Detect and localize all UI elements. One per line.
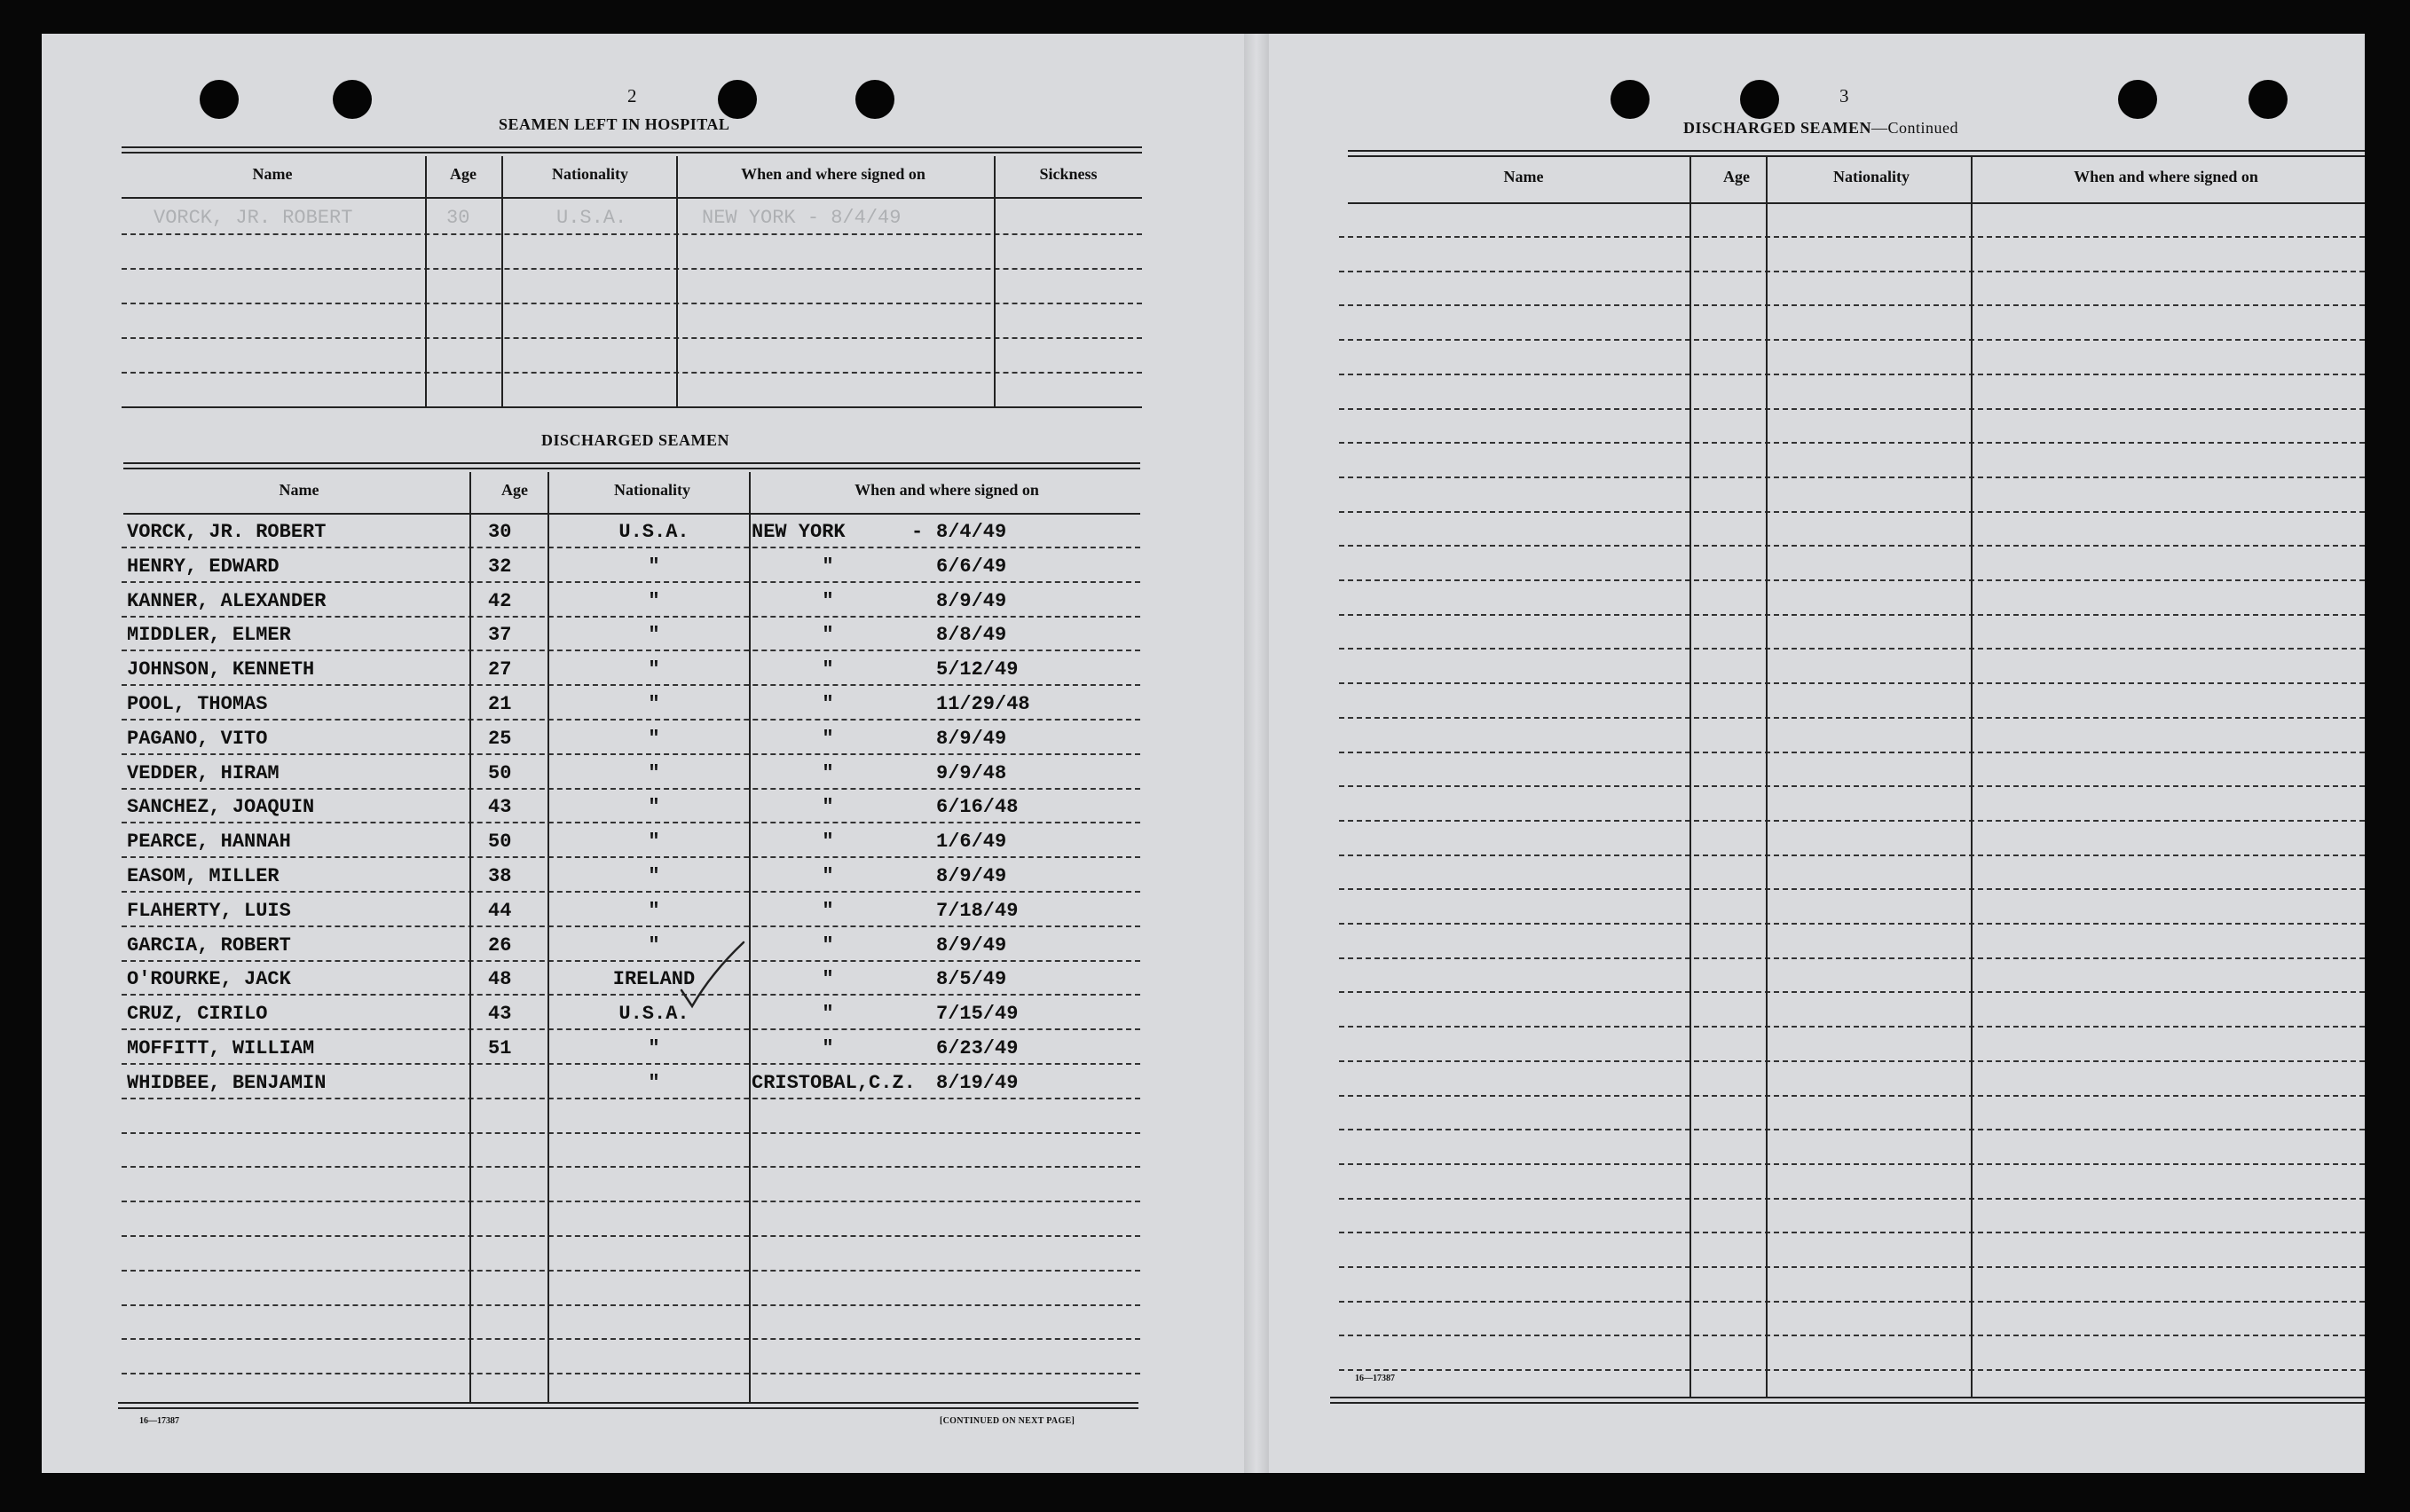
discharged-row-rule <box>122 1063 1140 1065</box>
continued-col-age: Age <box>1723 168 1750 185</box>
continued-suffix: —Continued <box>1871 119 1959 137</box>
discharged-row-name: PEARCE, HANNAH <box>127 831 291 854</box>
discharged-row-place: " <box>822 968 834 991</box>
discharged-row-nationality: " <box>648 899 660 922</box>
discharged-row-name: PAGANO, VITO <box>127 727 268 750</box>
discharged-row-name: POOL, THOMAS <box>127 693 268 715</box>
discharged-col-divider <box>749 472 751 1402</box>
hospital-header-rule <box>122 197 1142 199</box>
discharged-row-rule <box>122 1270 1140 1272</box>
discharged-row-date: 9/9/48 <box>936 761 1007 784</box>
discharged-row-rule <box>122 788 1140 790</box>
discharged-row-nationality: U.S.A. <box>618 521 689 543</box>
discharged-row-age: 37 <box>488 624 512 647</box>
hospital-col-divider <box>501 156 503 406</box>
discharged-row-place: " <box>822 624 834 647</box>
discharged-row-age: 51 <box>488 1037 512 1059</box>
discharged-row-nationality: " <box>648 693 660 715</box>
continued-row-rule <box>1339 785 2365 787</box>
continued-table-bottom-rule <box>1330 1397 2365 1404</box>
discharged-row-rule <box>122 1028 1140 1030</box>
discharged-row-place: " <box>822 693 834 715</box>
continued-row-rule <box>1339 1266 2365 1268</box>
binder-hole <box>200 80 239 119</box>
discharged-row-date: 8/9/49 <box>936 865 1007 887</box>
hospital-col-name: Name <box>252 165 293 183</box>
discharged-row-name: FLAHERTY, LUIS <box>127 899 291 922</box>
form-number: 16—17387 <box>1355 1374 1395 1383</box>
page-3 <box>1231 34 2365 1473</box>
continued-col-nationality: Nationality <box>1832 168 1910 185</box>
discharged-row-rule <box>122 1132 1140 1134</box>
hospital-col-sickness: Sickness <box>1039 165 1098 183</box>
discharged-table-top-rule <box>123 462 1140 469</box>
continued-row-rule <box>1339 614 2365 616</box>
discharged-row-rule <box>122 994 1140 996</box>
continued-col-signed-on: When and where signed on <box>2074 168 2258 185</box>
discharged-row-name: JOHNSON, KENNETH <box>127 658 315 681</box>
hospital-faint-name: VORCK, JR. ROBERT <box>154 207 353 229</box>
discharged-row-place: " <box>822 796 834 819</box>
binder-hole <box>333 80 372 119</box>
discharged-row-rule <box>122 719 1140 721</box>
continued-row-rule <box>1339 374 2365 375</box>
discharged-row-date: 8/9/49 <box>936 933 1007 957</box>
discharged-row-rule <box>122 925 1140 927</box>
discharged-row-rule <box>122 1166 1140 1168</box>
discharged-row-place: NEW YORK <box>752 521 846 543</box>
discharged-row-date: 8/8/49 <box>936 624 1007 647</box>
discharged-col-nationality: Nationality <box>613 481 691 499</box>
discharged-row-nationality: " <box>648 831 660 854</box>
continued-row-rule <box>1339 236 2365 238</box>
discharged-row-age: 38 <box>488 865 512 887</box>
hospital-row-rule <box>122 303 1142 304</box>
hospital-col-divider <box>994 156 996 406</box>
discharged-row-place: " <box>822 658 834 681</box>
discharged-row-nationality: " <box>648 624 660 647</box>
discharged-row-rule <box>122 822 1140 823</box>
discharged-row-date: 6/23/49 <box>936 1037 1019 1059</box>
discharged-header-rule <box>123 513 1140 515</box>
discharged-row-name: EASOM, MILLER <box>127 865 280 887</box>
discharged-row-nationality: " <box>648 761 660 784</box>
discharged-row-rule <box>122 960 1140 962</box>
scanned-document <box>42 34 2365 1473</box>
discharged-row-date: 5/12/49 <box>936 658 1019 681</box>
discharged-row-name: GARCIA, ROBERT <box>127 933 291 957</box>
discharged-col-divider <box>469 472 471 1402</box>
hospital-faint-nationality: U.S.A. <box>556 207 627 229</box>
continued-row-rule <box>1339 682 2365 684</box>
continued-row-rule <box>1339 304 2365 306</box>
continued-col-name: Name <box>1503 168 1544 185</box>
continued-row-rule <box>1339 854 2365 856</box>
discharged-row-age: 43 <box>488 1003 512 1026</box>
continued-row-rule <box>1339 476 2365 478</box>
continued-row-rule <box>1339 1369 2365 1371</box>
continued-row-rule <box>1339 923 2365 925</box>
discharged-continued-title <box>1683 119 1958 138</box>
discharged-row-rule <box>122 1201 1140 1202</box>
hospital-row-rule <box>122 268 1142 270</box>
continued-row-rule <box>1339 545 2365 547</box>
continued-table-top-rule <box>1348 150 2365 157</box>
discharged-row-age: 48 <box>488 968 512 991</box>
binder-hole <box>1611 80 1650 119</box>
discharged-row-age: 26 <box>488 933 512 957</box>
discharged-col-divider <box>547 472 549 1402</box>
discharged-row-date: 11/29/48 <box>936 693 1030 715</box>
discharged-row-age: 44 <box>488 899 512 922</box>
continued-row-rule <box>1339 717 2365 719</box>
continued-row-rule <box>1339 957 2365 959</box>
discharged-row-date: 8/4/49 <box>936 521 1007 543</box>
discharged-row-nationality: IRELAND <box>612 968 696 991</box>
hospital-table-top-rule <box>122 146 1142 154</box>
hospital-row-rule <box>122 372 1142 374</box>
discharged-row-rule <box>122 547 1140 548</box>
discharged-row-date: 1/6/49 <box>936 831 1007 854</box>
discharged-row-name: MOFFITT, WILLIAM <box>127 1037 315 1059</box>
continued-row-rule <box>1339 1198 2365 1200</box>
discharged-table-bottom-rule <box>118 1402 1138 1409</box>
discharged-row-date: 8/19/49 <box>936 1071 1019 1094</box>
discharged-row-rule <box>122 1098 1140 1099</box>
discharged-row-nationality: " <box>648 658 660 681</box>
discharged-row-nationality: " <box>648 1071 660 1094</box>
binder-hole <box>855 80 894 119</box>
hospital-faint-signed-on: NEW YORK - 8/4/49 <box>702 207 902 229</box>
discharged-row-nationality: " <box>648 796 660 819</box>
discharged-row-age: 27 <box>488 658 512 681</box>
binder-hole <box>2118 80 2157 119</box>
discharged-row-age: 21 <box>488 693 512 715</box>
discharged-row-rule <box>122 891 1140 893</box>
discharged-row-date: 6/16/48 <box>936 796 1019 819</box>
continued-row-rule <box>1339 888 2365 890</box>
discharged-row-rule <box>122 1338 1140 1340</box>
discharged-section-title: DISCHARGED SEAMEN <box>541 431 730 449</box>
continued-row-rule <box>1339 648 2365 650</box>
continued-row-rule <box>1339 271 2365 272</box>
discharged-row-rule <box>122 650 1140 651</box>
discharged-row-place: " <box>822 761 834 784</box>
discharged-row-date: 6/6/49 <box>936 555 1007 578</box>
hospital-col-age: Age <box>450 165 476 183</box>
discharged-continued-title-main: DISCHARGED SEAMEN <box>1683 119 1872 137</box>
continued-row-rule <box>1339 1335 2365 1336</box>
hospital-col-divider <box>425 156 427 406</box>
discharged-row-rule <box>122 581 1140 583</box>
hospital-row-rule <box>122 337 1142 339</box>
discharged-row-name: HENRY, EDWARD <box>127 555 280 578</box>
hospital-col-nationality: Nationality <box>551 165 629 183</box>
binder-hole <box>718 80 757 119</box>
discharged-row-age: 30 <box>488 521 512 543</box>
discharged-row-name: WHIDBEE, BENJAMIN <box>127 1071 327 1094</box>
continued-row-rule <box>1339 752 2365 753</box>
continued-row-rule <box>1339 579 2365 581</box>
continued-row-rule <box>1339 1026 2365 1028</box>
continued-row-rule <box>1339 991 2365 993</box>
continued-row-rule <box>1339 408 2365 410</box>
discharged-row-place: " <box>822 1003 834 1026</box>
hospital-table-bottom-rule <box>122 406 1142 408</box>
discharged-row-nationality: " <box>648 1037 660 1059</box>
discharged-row-place: CRISTOBAL,C.Z. <box>752 1071 916 1094</box>
discharged-col-signed-on: When and where signed on <box>855 481 1039 499</box>
discharged-row-age: 32 <box>488 555 512 578</box>
discharged-row-date: 8/9/49 <box>936 589 1007 612</box>
discharged-row-place: " <box>822 831 834 854</box>
discharged-row-nationality: U.S.A. <box>618 1003 689 1026</box>
discharged-row-nationality: " <box>648 727 660 750</box>
discharged-row-name: CRUZ, CIRILO <box>127 1003 268 1026</box>
continued-row-rule <box>1339 442 2365 444</box>
continued-row-rule <box>1339 339 2365 341</box>
discharged-row-place: " <box>822 865 834 887</box>
hospital-col-signed-on: When and where signed on <box>741 165 925 183</box>
discharged-row-age: 50 <box>488 831 512 854</box>
continued-col-divider <box>1766 156 1768 1398</box>
discharged-row-name: SANCHEZ, JOAQUIN <box>127 796 315 819</box>
continued-header-rule <box>1348 202 2365 204</box>
hospital-section-title: SEAMEN LEFT IN HOSPITAL <box>499 115 730 133</box>
form-number: 16—17387 <box>139 1416 179 1426</box>
continued-row-rule <box>1339 1095 2365 1097</box>
discharged-row-rule <box>122 856 1140 858</box>
hospital-faint-age: 30 <box>446 207 470 229</box>
discharged-row-nationality: " <box>648 933 660 957</box>
discharged-row-rule <box>122 1373 1140 1374</box>
continued-col-divider <box>1971 156 1973 1398</box>
continued-row-rule <box>1339 511 2365 513</box>
discharged-row-dash: - <box>911 521 924 543</box>
binder-hole <box>1740 80 1779 119</box>
discharged-row-place: " <box>822 589 834 612</box>
page-number: 3 <box>1839 85 1849 106</box>
continued-note: [CONTINUED ON NEXT PAGE] <box>940 1416 1075 1426</box>
hospital-row-rule <box>122 233 1142 235</box>
discharged-row-date: 7/18/49 <box>936 899 1019 922</box>
hospital-col-divider <box>676 156 678 406</box>
continued-row-rule <box>1339 820 2365 822</box>
page-number: 2 <box>627 85 637 106</box>
continued-row-rule <box>1339 1129 2365 1130</box>
discharged-row-rule <box>122 753 1140 755</box>
discharged-col-name: Name <box>279 481 319 499</box>
continued-row-rule <box>1339 1060 2365 1062</box>
continued-row-rule <box>1339 1301 2365 1303</box>
discharged-row-rule <box>122 1235 1140 1237</box>
discharged-row-age: 25 <box>488 727 512 750</box>
discharged-row-place: " <box>822 727 834 750</box>
discharged-row-date: 7/15/49 <box>936 1003 1019 1026</box>
discharged-row-rule <box>122 616 1140 618</box>
discharged-row-name: VEDDER, HIRAM <box>127 761 280 784</box>
continued-row-rule <box>1339 1232 2365 1233</box>
discharged-row-place: " <box>822 555 834 578</box>
discharged-row-age: 50 <box>488 761 512 784</box>
discharged-row-name: KANNER, ALEXANDER <box>127 589 327 612</box>
discharged-row-age: 42 <box>488 589 512 612</box>
discharged-row-place: " <box>822 1037 834 1059</box>
discharged-row-name: MIDDLER, ELMER <box>127 624 291 647</box>
discharged-col-age: Age <box>501 481 528 499</box>
page-2 <box>42 34 1231 1473</box>
discharged-row-age: 43 <box>488 796 512 819</box>
discharged-row-rule <box>122 684 1140 686</box>
discharged-row-date: 8/5/49 <box>936 968 1007 991</box>
discharged-row-rule <box>122 1304 1140 1306</box>
check-mark-icon <box>676 937 747 1017</box>
discharged-row-place: " <box>822 933 834 957</box>
discharged-row-date: 8/9/49 <box>936 727 1007 750</box>
discharged-row-nationality: " <box>648 589 660 612</box>
discharged-row-name: O'ROURKE, JACK <box>127 968 291 991</box>
discharged-row-nationality: " <box>648 555 660 578</box>
binder-hole <box>2249 80 2288 119</box>
discharged-row-nationality: " <box>648 865 660 887</box>
discharged-row-name: VORCK, JR. ROBERT <box>127 521 327 543</box>
continued-col-divider <box>1689 156 1691 1398</box>
discharged-row-place: " <box>822 899 834 922</box>
continued-row-rule <box>1339 1163 2365 1165</box>
